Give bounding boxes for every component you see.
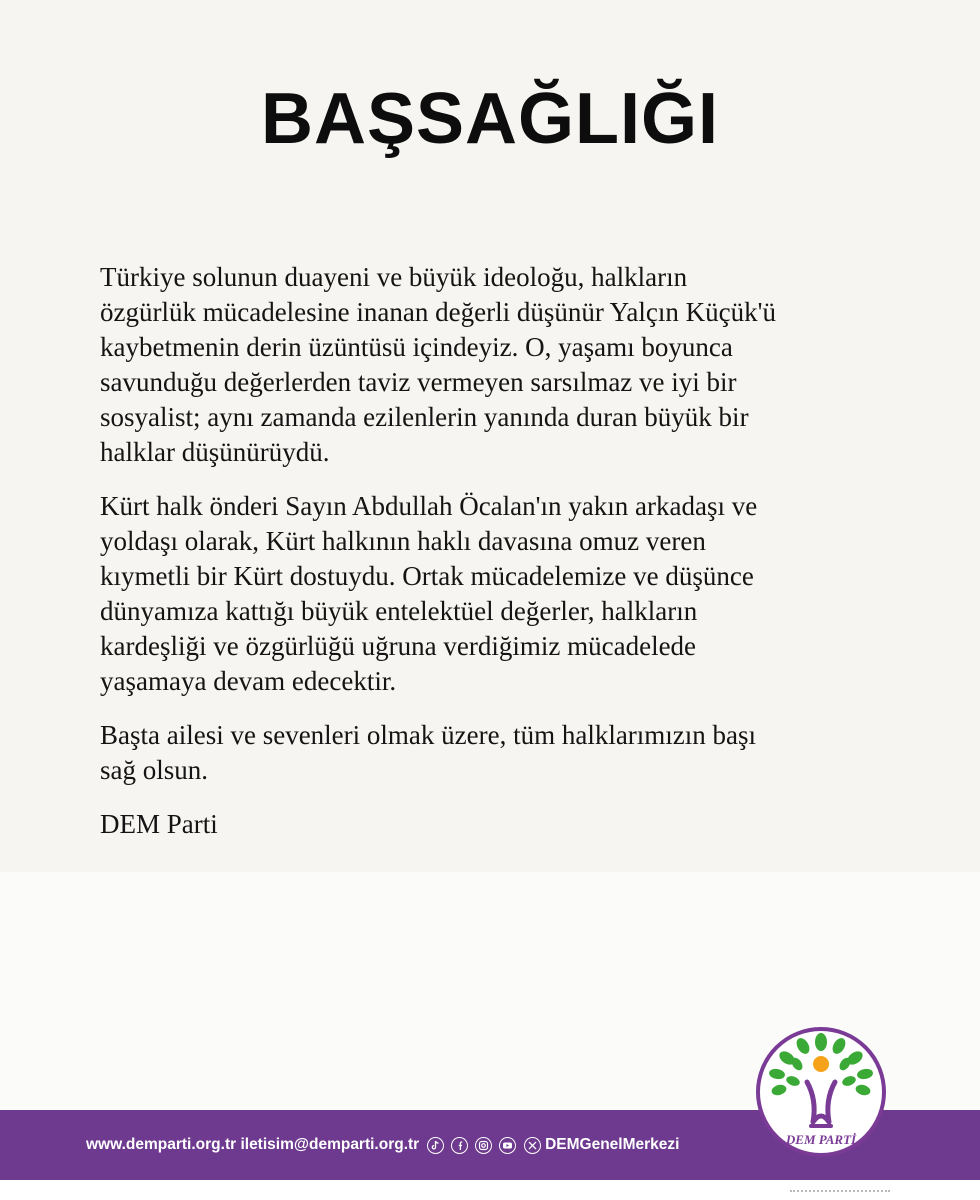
x-icon[interactable] bbox=[524, 1137, 541, 1154]
tiktok-icon[interactable] bbox=[427, 1137, 444, 1154]
footer-contact bbox=[86, 1110, 679, 1180]
signature: DEM Parti bbox=[100, 809, 218, 839]
website-link[interactable]: www.demparti.org.tr bbox=[86, 1136, 237, 1153]
condolence-body bbox=[100, 260, 880, 861]
email-link[interactable]: iletisim@demparti.org.tr bbox=[240, 1136, 420, 1153]
page-title: BAŞSAĞLIĞI bbox=[260, 79, 720, 159]
bottom-decoration bbox=[790, 1190, 890, 1195]
dem-parti-logo bbox=[755, 1026, 887, 1158]
logo-emblem bbox=[755, 1026, 887, 1158]
social-handle[interactable]: DEMGenelMerkezi bbox=[545, 1136, 680, 1153]
logo-text: DEM PARTİ bbox=[785, 1132, 857, 1147]
instagram-icon[interactable] bbox=[475, 1137, 492, 1154]
paragraph-1: Türkiye solunun duayeni ve büyük ideoloğu, halkların özgürlük mücadelesine inanan değerli düşünür Yalçın Küçük'ü kaybetmenin derin üzüntüsü içindeyiz. O, yaşamı boyunca savunduğu değerlerden taviz vermeyen sarsılmaz ve iyi bir sosyalist; aynı zamanda ezilenlerin yanında duran büyük bir halklar düşünürüydü. bbox=[100, 262, 776, 467]
paragraph-3: Başta ailesi ve sevenleri olmak üzere, tüm halklarımızın başı sağ olsun. bbox=[100, 720, 757, 785]
paragraph-2: Kürt halk önderi Sayın Abdullah Öcalan'ın yakın arkadaşı ve yoldaşı olarak, Kürt halkının haklı davasına omuz veren kıymetli bir Kürt dostuydu. Ortak mücadelemize ve düşünce dünyamıza kattığı büyük entelektüel değerler, halkların kardeşliği ve özgürlüğü uğruna verdiğimiz mücadelede yaşamaya devam edecektir. bbox=[100, 491, 758, 696]
bottom-strip bbox=[0, 1180, 980, 1200]
youtube-icon[interactable] bbox=[499, 1137, 516, 1154]
sun-icon bbox=[813, 1056, 829, 1072]
facebook-icon[interactable] bbox=[451, 1137, 468, 1154]
